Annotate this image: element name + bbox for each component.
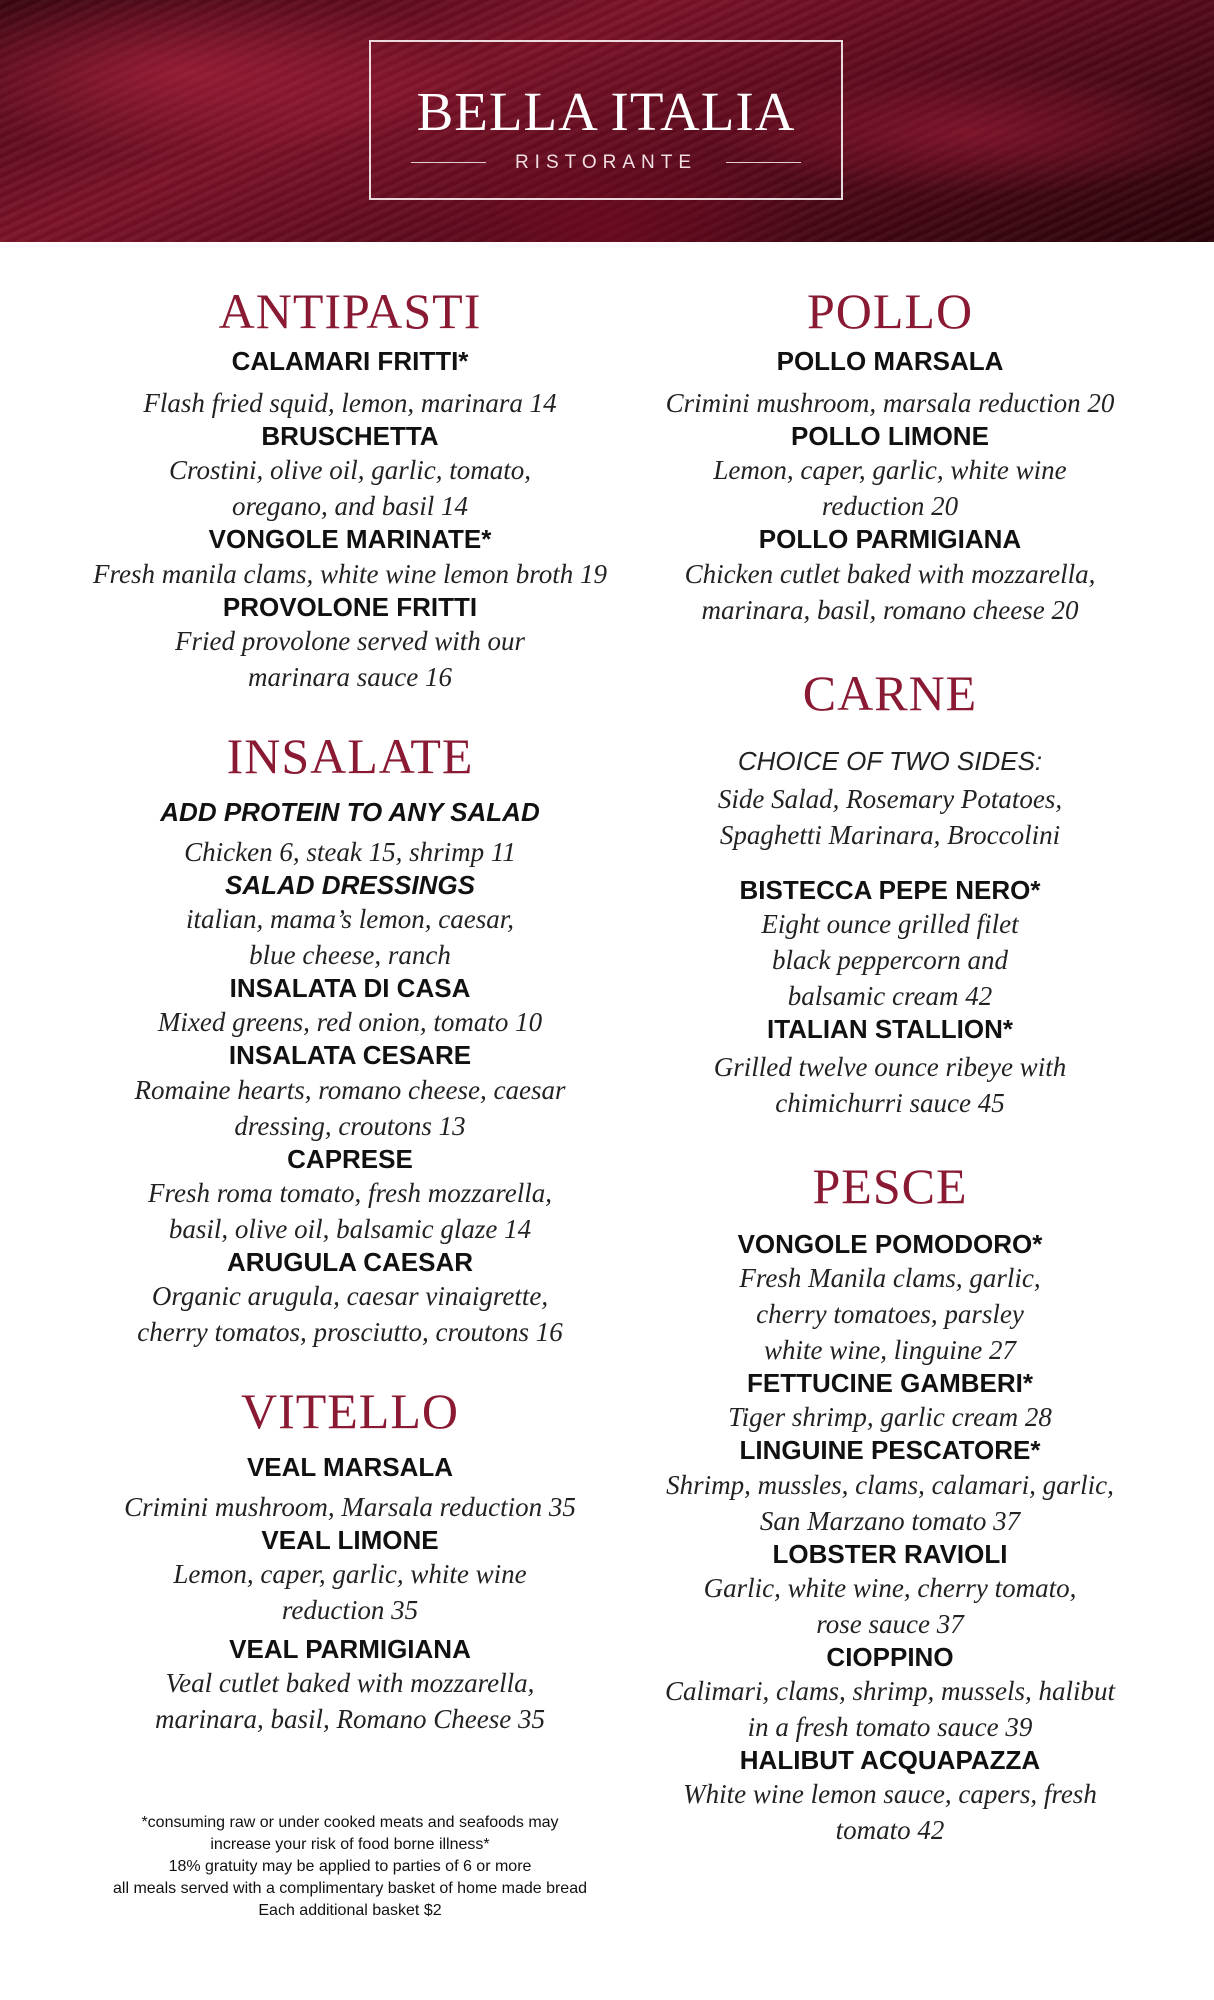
protein-description: Chicken 6, steak 15, shrimp 11 <box>184 836 516 867</box>
item-description: White wine lemon sauce, capers, fresh tomato 42 <box>683 1779 1097 1846</box>
dressings-description: italian, mama’s lemon, caesar, blue cheese, ranch <box>186 904 514 971</box>
item-name: BRUSCHETTA <box>261 421 439 452</box>
menu-item <box>610 524 1170 627</box>
item-name: CIOPPINO <box>826 1641 954 1672</box>
item-name: VEAL LIMONE <box>261 1525 439 1556</box>
item-name: POLLO PARMIGIANA <box>758 524 1022 555</box>
protein-heading: ADD PROTEIN TO ANY SALAD <box>160 796 540 827</box>
menu-item <box>70 421 630 524</box>
menu-item <box>610 346 1170 421</box>
section-title-insalate: INSALATE <box>226 727 474 784</box>
menu-item <box>70 592 630 695</box>
menu-item <box>610 1435 1170 1538</box>
item-name: LINGUINE PESCATORE* <box>739 1435 1041 1466</box>
item-description: Romaine hearts, romano cheese, caesar dressing, croutons 13 <box>134 1074 566 1141</box>
item-description: Lemon, caper, garlic, white wine reduction 35 <box>173 1559 527 1626</box>
section-title-antipasti: ANTIPASTI <box>218 283 482 339</box>
item-description: Fresh roma tomato, fresh mozzarella, basil, olive oil, balsamic glaze 14 <box>148 1177 552 1244</box>
item-description: Shrimp, mussles, clams, calamari, garlic, San Marzano tomato 37 <box>666 1469 1114 1536</box>
menu-item <box>70 1247 630 1350</box>
item-description: Mixed greens, red onion, tomato 10 <box>157 1007 543 1038</box>
left-column <box>70 283 630 1737</box>
item-name: VONGOLE MARINATE* <box>208 524 492 555</box>
section-title-vitello: VITELLO <box>240 1382 460 1439</box>
item-description: Grilled twelve ounce ribeye with chimichurri sauce 45 <box>713 1051 1067 1118</box>
item-description: Organic arugula, caesar vinaigrette, cherry tomatos, prosciutto, croutons 16 <box>137 1280 563 1347</box>
item-name: VONGOLE POMODORO* <box>737 1228 1043 1259</box>
menu-item <box>70 973 630 1040</box>
menu-item <box>610 1229 1170 1368</box>
item-name: POLLO MARSALA <box>776 346 1004 376</box>
item-description: Chicken cutlet baked with mozzarella, marinara, basil, romano cheese 20 <box>684 558 1096 625</box>
logo-divider-right <box>726 162 801 163</box>
menu-item <box>70 1144 630 1247</box>
menu-item <box>70 1634 630 1737</box>
item-description: Tiger shrimp, garlic cream 28 <box>728 1402 1052 1433</box>
item-name: ITALIAN STALLION* <box>766 1013 1013 1044</box>
menu-item <box>610 1368 1170 1435</box>
item-name: PROVOLONE FRITTI <box>222 591 478 622</box>
menu-item <box>70 346 630 421</box>
item-description: Crimini mushroom, marsala reduction 20 <box>665 388 1115 419</box>
item-name: HALIBUT ACQUAPAZZA <box>739 1744 1041 1775</box>
item-name: POLLO LIMONE <box>791 421 989 452</box>
item-description: Fresh Manila clams, garlic, cherry tomatoes, parsley white wine, linguine 27 <box>739 1263 1041 1366</box>
item-description: Veal cutlet baked with mozzarella, marinara, basil, Romano Cheese 35 <box>155 1668 545 1735</box>
menu-item <box>610 421 1170 524</box>
item-name: INSALATA CESARE <box>228 1040 472 1071</box>
item-name: CALAMARI FRITTI* <box>231 346 469 376</box>
section-title-pollo: POLLO <box>806 283 974 339</box>
menu-item <box>610 1014 1170 1121</box>
section-title-carne: CARNE <box>802 664 978 721</box>
restaurant-subtitle: RISTORANTE <box>514 152 698 173</box>
item-description: Calimari, clams, shrimp, mussels, halibut in a fresh tomato sauce 39 <box>664 1675 1116 1742</box>
header-banner <box>0 0 1214 242</box>
item-description: Fresh manila clams, white wine lemon broth 19 <box>93 558 607 589</box>
item-description: Eight ounce grilled filet black peppercorn and balsamic cream 42 <box>761 908 1019 1011</box>
menu-item <box>70 1452 630 1525</box>
menu-item <box>70 1525 630 1628</box>
item-name: CAPRESE <box>287 1143 413 1174</box>
item-name: FETTUCINE GAMBERI* <box>747 1368 1033 1399</box>
item-description: Garlic, white wine, cherry tomato, rose sauce 37 <box>703 1572 1077 1639</box>
section-title-pesce: PESCE <box>812 1157 968 1214</box>
item-description: Flash fried squid, lemon, marinara 14 <box>143 388 557 419</box>
item-name: VEAL PARMIGIANA <box>229 1634 471 1665</box>
item-description: Fried provolone served with our marinara sauce 16 <box>175 625 525 692</box>
sides-description: Side Salad, Rosemary Potatoes, Spaghetti Marinara, Broccolini <box>717 783 1063 850</box>
footer-disclaimer: *consuming raw or under cooked meats and seafoods may increase your risk of food borne illness* 18% gratuity may be applied to parties of 6 or more all meals served with a complimentary basket of home made bread Each additional basket $2 <box>113 1814 587 1919</box>
item-name: ARUGULA CAESAR <box>226 1246 474 1277</box>
item-description: Crostini, olive oil, garlic, tomato, oregano, and basil 14 <box>169 455 531 522</box>
dressings-heading: SALAD DRESSINGS <box>225 869 475 900</box>
menu-item <box>610 1745 1170 1848</box>
menu-item <box>70 524 630 591</box>
menu-item <box>70 1040 630 1143</box>
restaurant-name: BELLA ITALIA <box>416 81 796 142</box>
menu-item <box>610 1642 1170 1745</box>
item-description: Lemon, caper, garlic, white wine reduction 20 <box>713 455 1067 522</box>
sides-heading: CHOICE OF TWO SIDES: <box>737 745 1043 776</box>
item-name: LOBSTER RAVIOLI <box>772 1538 1008 1569</box>
item-name: INSALATA DI CASA <box>229 973 471 1004</box>
item-description: Crimini mushroom, Marsala reduction 35 <box>124 1492 576 1523</box>
menu-item <box>610 1539 1170 1642</box>
right-column <box>610 283 1170 1848</box>
menu-item <box>610 875 1170 1014</box>
logo-frame <box>369 40 843 200</box>
item-name: BISTECCA PEPE NERO* <box>739 874 1041 905</box>
item-name: VEAL MARSALA <box>246 1451 454 1482</box>
